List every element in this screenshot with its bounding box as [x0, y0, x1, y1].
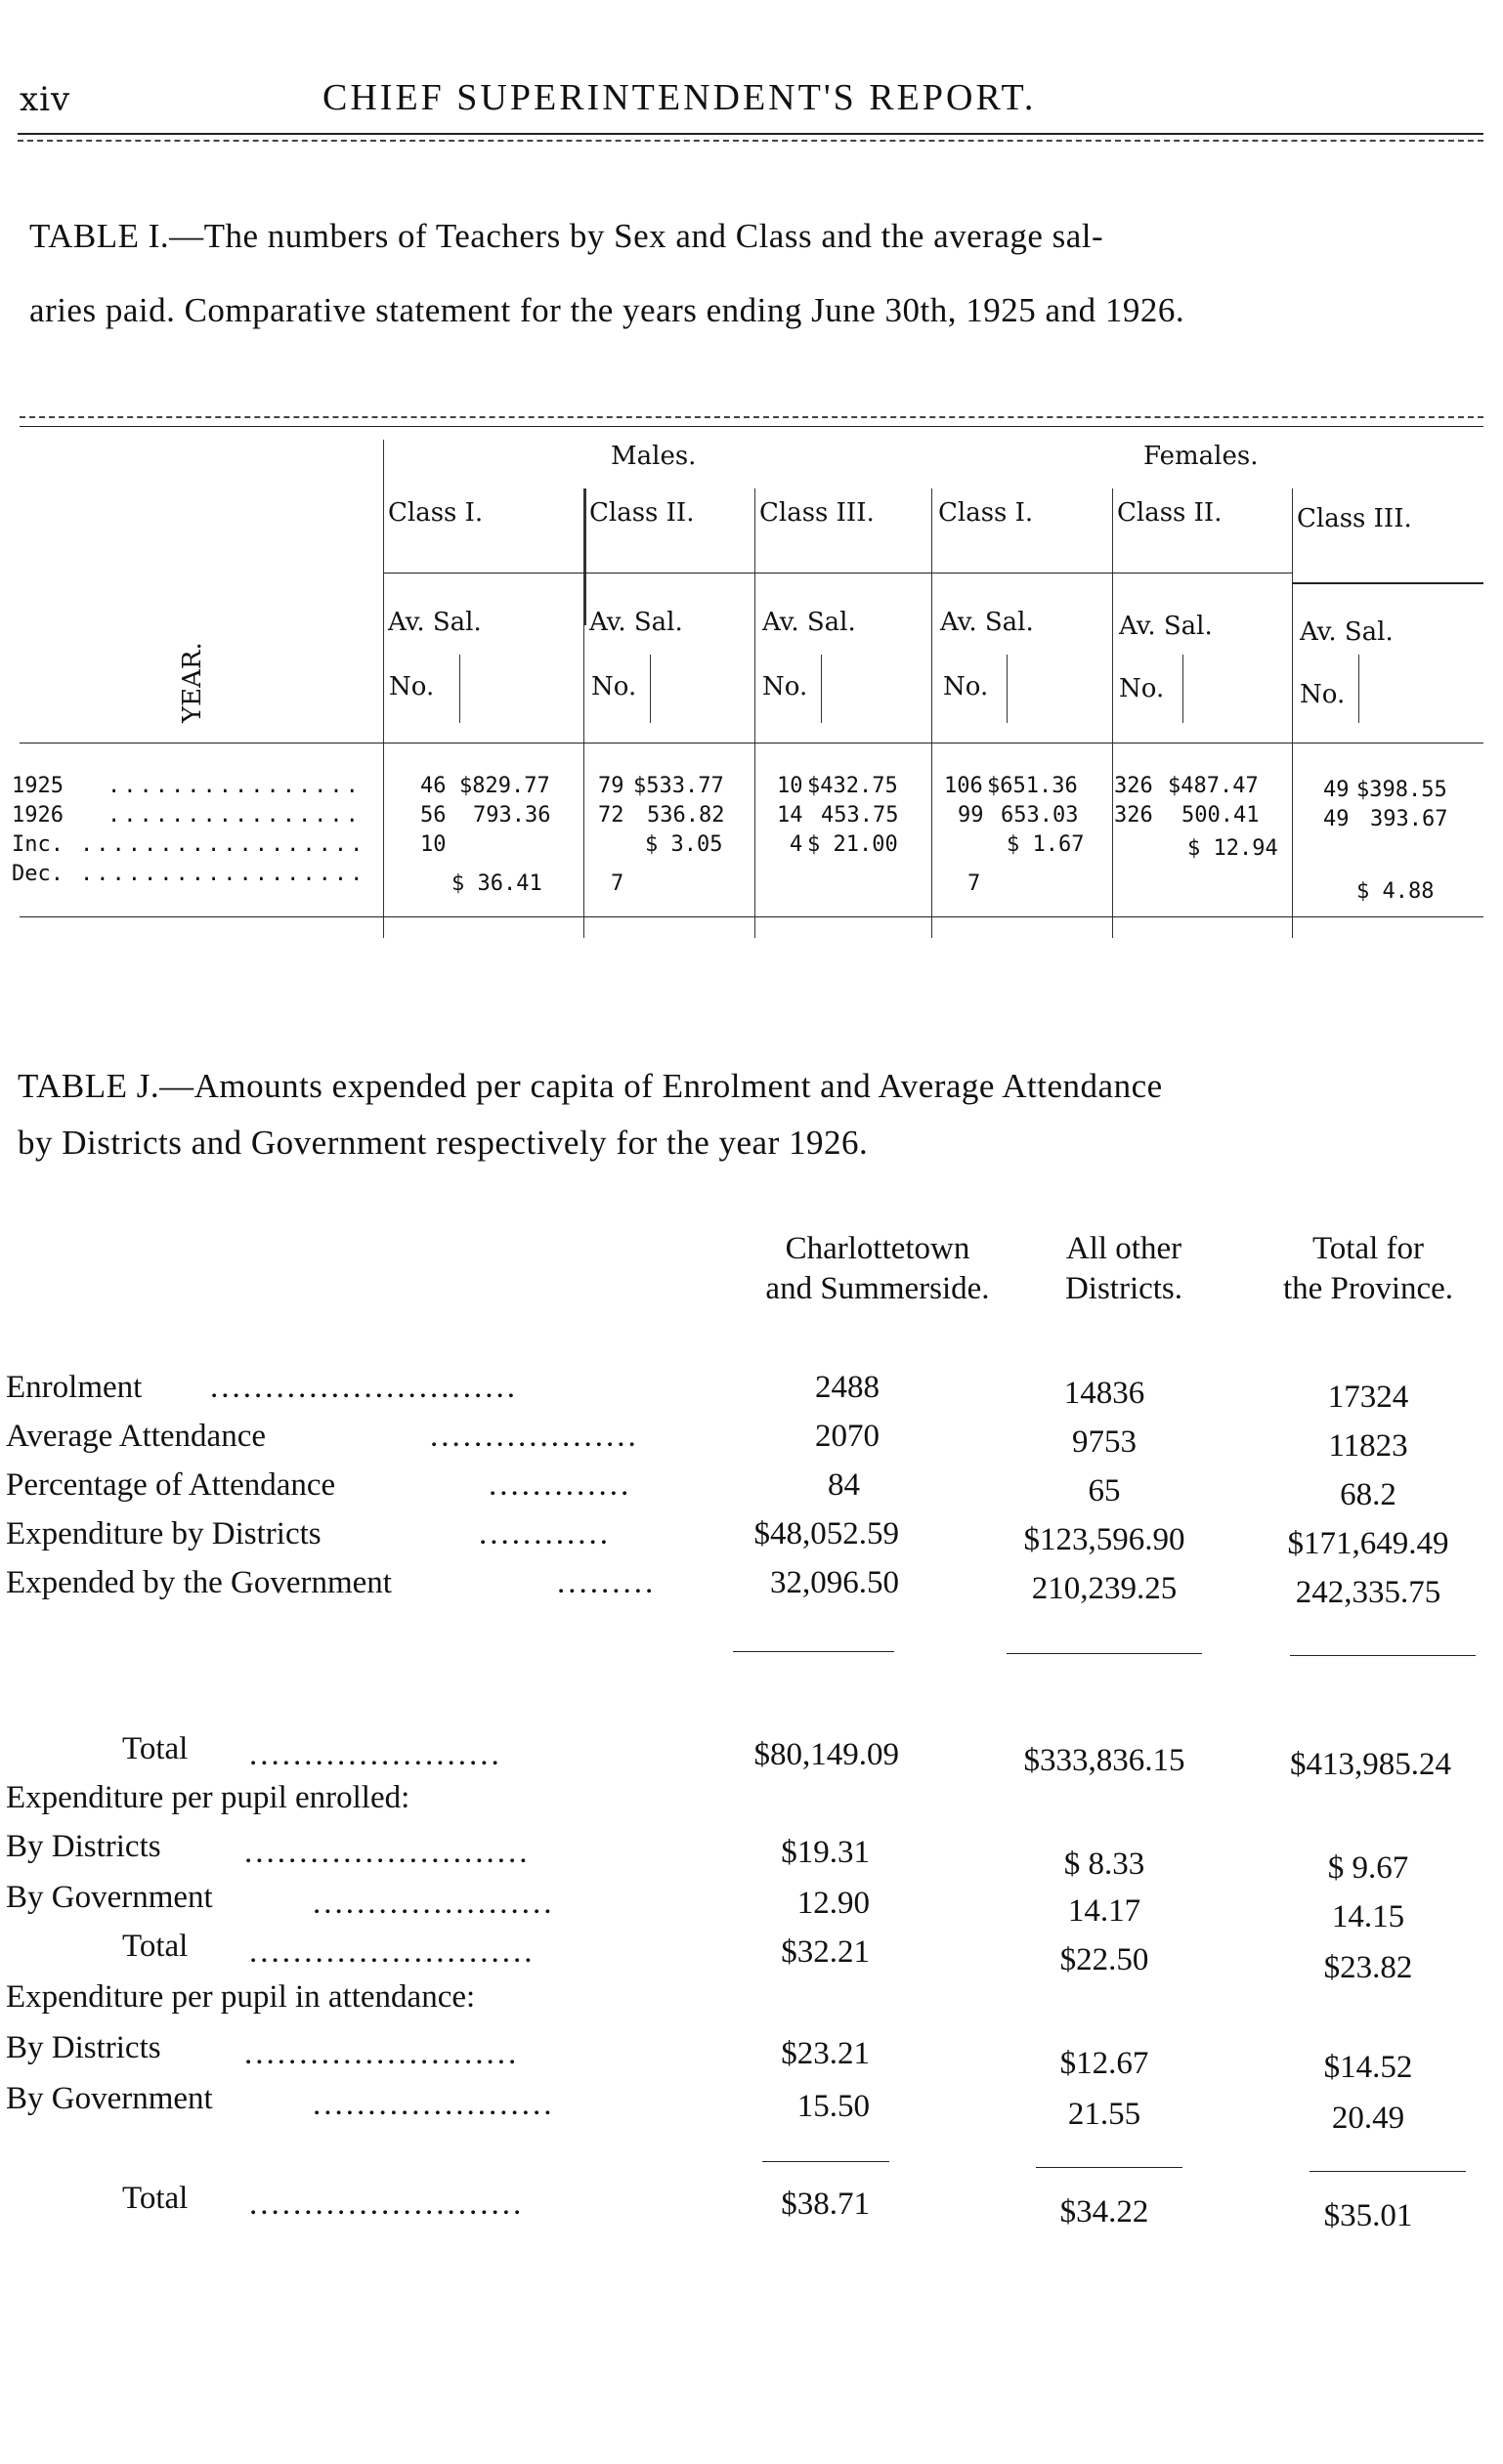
- row-dots: .........................: [249, 2187, 525, 2222]
- cell: 326: [1114, 803, 1153, 828]
- cell: $829.77: [459, 774, 550, 798]
- row-dots: .............: [489, 1467, 632, 1503]
- value: $38.71: [781, 2187, 870, 2222]
- row-dots: ..........................: [249, 1934, 536, 1970]
- cell: 500.41: [1181, 803, 1260, 828]
- value: 68.2: [1340, 1477, 1396, 1512]
- value: $ 8.33: [1063, 1847, 1145, 1882]
- cell: $ 12.94: [1187, 836, 1278, 861]
- row-label: Percentage of Attendance: [6, 1467, 336, 1503]
- sub-divider: [1358, 655, 1359, 723]
- cell: 393.67: [1370, 807, 1448, 831]
- value: $35.01: [1323, 2198, 1413, 2233]
- table-i-caption-line1: TABLE I.—The numbers of Teachers by Sex and Class and the average sal-: [29, 217, 1104, 255]
- col-divider-males-class2: [583, 489, 586, 625]
- col-header-line: the Province.: [1282, 1271, 1454, 1307]
- row-label: By Districts: [6, 2030, 161, 2065]
- no-heading: No.: [591, 672, 637, 701]
- table-i-bottom-rule: [20, 916, 1483, 917]
- col-divider: [1292, 489, 1293, 938]
- col-header-line: Charlottetown: [785, 1231, 970, 1266]
- section-heading-attendance: Expenditure per pupil in attendance:: [6, 1979, 476, 2015]
- group-males: Males.: [611, 442, 697, 471]
- row-dots: ......................: [313, 2087, 555, 2122]
- col-divider: [1112, 489, 1113, 938]
- value: 14836: [1063, 1376, 1145, 1411]
- row-label: Total: [122, 1929, 189, 1964]
- cell: $ 1.67: [1007, 832, 1085, 857]
- value: 14.17: [1067, 1893, 1141, 1929]
- header-rule: [18, 133, 1483, 135]
- col-header-all-other: [1036, 1229, 1212, 1310]
- row-label: Enrolment: [6, 1370, 143, 1405]
- cell: 72: [598, 803, 624, 828]
- row-dots: ..........................: [244, 1835, 531, 1870]
- value: 32,096.50: [770, 1565, 899, 1600]
- page-number: xiv: [20, 80, 71, 119]
- value: $ 9.67: [1327, 1850, 1409, 1886]
- value: $32.21: [781, 1934, 870, 1970]
- row-dots: ......................: [313, 1886, 555, 1921]
- cell: $398.55: [1356, 778, 1447, 802]
- cell: 326: [1114, 774, 1153, 798]
- class-heading: Class I.: [938, 498, 1034, 528]
- cell: 10: [420, 832, 447, 857]
- subtotal-rule: [733, 1651, 894, 1652]
- sub-divider: [459, 655, 460, 723]
- row-dots: ...................: [430, 1419, 639, 1454]
- class-heading: Class I.: [388, 498, 484, 528]
- value: 12.90: [796, 1886, 870, 1921]
- cell: 453.75: [821, 803, 899, 828]
- class-heading: Class II.: [1117, 498, 1223, 528]
- col-divider: [583, 625, 584, 938]
- cell: 14: [777, 803, 803, 828]
- row-label: By Districts: [6, 1829, 161, 1864]
- value: $333,836.15: [1023, 1743, 1185, 1778]
- table-i-top-rule: [20, 416, 1483, 418]
- col-header-line: All other: [1065, 1231, 1182, 1266]
- subtotal-rule: [1007, 1653, 1202, 1654]
- value: $34.22: [1059, 2194, 1149, 2230]
- col-divider: [754, 489, 755, 938]
- cell: 7: [611, 871, 624, 896]
- class-heading: Class II.: [589, 498, 695, 528]
- cell: $651.36: [987, 774, 1078, 798]
- value: $12.67: [1059, 2046, 1149, 2081]
- col-header-line: and Summerside.: [765, 1271, 990, 1307]
- value: 17324: [1327, 1380, 1409, 1415]
- subtotal-rule: [762, 2161, 889, 2162]
- table-j-caption-line2: by Districts and Government respectively for the year 1926.: [18, 1124, 869, 1162]
- running-title: CHIEF SUPERINTENDENT'S REPORT.: [322, 77, 1037, 118]
- sub-divider: [1182, 655, 1183, 723]
- group-females: Females.: [1143, 442, 1259, 471]
- row-label: Total: [122, 1731, 189, 1766]
- class-heading: Class III.: [1297, 504, 1412, 533]
- cell: $ 21.00: [807, 832, 898, 857]
- row-label: Expenditure by Districts: [6, 1516, 322, 1551]
- av-sal-heading: Av. Sal.: [1300, 617, 1394, 647]
- class-heading-rule-bold: [1292, 582, 1483, 584]
- row-label: By Government: [6, 2081, 213, 2116]
- class-heading-rule: [383, 573, 1292, 574]
- no-heading: No.: [943, 672, 989, 701]
- table-j-caption-line1: TABLE J.—Amounts expended per capita of Enrolment and Average Attendance: [18, 1067, 1163, 1105]
- no-heading: No.: [389, 672, 435, 701]
- cell: 79: [598, 774, 624, 798]
- value: 14.15: [1331, 1899, 1405, 1934]
- value: $80,149.09: [753, 1737, 899, 1772]
- row-label: By Government: [6, 1880, 213, 1915]
- row-label: Dec.: [12, 862, 64, 886]
- cell: 56: [420, 803, 447, 828]
- row-dots: ............................: [210, 1370, 518, 1405]
- no-heading: No.: [1300, 680, 1346, 709]
- subtotal-rule: [1036, 2167, 1182, 2168]
- sub-divider: [821, 655, 822, 723]
- col-header-line: Districts.: [1064, 1271, 1183, 1307]
- value: 2070: [815, 1419, 880, 1454]
- value: 21.55: [1067, 2097, 1141, 2132]
- row-label: Inc.: [12, 832, 64, 857]
- value: $413,985.24: [1290, 1747, 1451, 1782]
- sub-divider: [650, 655, 651, 723]
- cell: 536.82: [647, 803, 725, 828]
- cell: $533.77: [633, 774, 724, 798]
- year-label: YEAR.: [178, 642, 207, 723]
- cell: $432.75: [807, 774, 898, 798]
- cell: 653.03: [1001, 803, 1079, 828]
- row-dots: .......................: [249, 1737, 502, 1772]
- cell: 46: [420, 774, 447, 798]
- subtotal-rule: [1310, 2171, 1466, 2172]
- value: 20.49: [1331, 2101, 1405, 2136]
- cell: 4: [790, 832, 803, 857]
- no-heading: No.: [762, 672, 808, 701]
- class-heading: Class III.: [759, 498, 875, 528]
- cell: 10: [777, 774, 803, 798]
- av-sal-heading: Av. Sal.: [762, 608, 856, 637]
- table-i-top-rule-2: [20, 426, 1483, 427]
- cell: 49: [1323, 778, 1350, 802]
- row-dots: .........................: [244, 2036, 520, 2071]
- header-rule-dashed: [18, 140, 1483, 142]
- row-dots: ............: [479, 1516, 611, 1551]
- value: $123,596.90: [1023, 1522, 1185, 1557]
- value: $171,649.49: [1287, 1526, 1449, 1561]
- av-sal-heading: Av. Sal.: [1119, 612, 1213, 641]
- value: $22.50: [1059, 1942, 1149, 1977]
- col-header-province: [1241, 1229, 1495, 1310]
- cell: $ 3.05: [645, 832, 723, 857]
- no-heading: No.: [1119, 674, 1165, 703]
- value: $23.82: [1323, 1950, 1413, 1985]
- av-sal-heading: Av. Sal.: [589, 608, 683, 637]
- value: $14.52: [1323, 2050, 1413, 2085]
- value: 9753: [1072, 1424, 1137, 1460]
- cell: $487.47: [1168, 774, 1259, 798]
- av-sal-heading: Av. Sal.: [940, 608, 1034, 637]
- section-heading-enrolled: Expenditure per pupil enrolled:: [6, 1780, 410, 1815]
- col-divider: [931, 489, 932, 938]
- col-divider: [383, 440, 384, 938]
- cell: 7: [967, 871, 981, 896]
- col-header-line: Total for: [1311, 1231, 1425, 1266]
- row-label: 1925: [12, 774, 64, 798]
- value: 15.50: [796, 2089, 870, 2124]
- cell: 793.36: [473, 803, 551, 828]
- value: 65: [1088, 1473, 1121, 1508]
- cell: 106: [944, 774, 983, 798]
- row-dots: ..................: [80, 862, 366, 886]
- av-sal-heading: Av. Sal.: [388, 608, 482, 637]
- row-dots: ................: [107, 774, 362, 798]
- row-label: Expended by the Government: [6, 1565, 392, 1600]
- value: 210,239.25: [1031, 1571, 1178, 1606]
- row-label: Total: [122, 2181, 189, 2216]
- value: $23.21: [781, 2036, 870, 2071]
- cell: 99: [958, 803, 984, 828]
- row-dots: ..................: [80, 832, 366, 857]
- value: 11823: [1328, 1428, 1408, 1464]
- value: $19.31: [781, 1835, 870, 1870]
- row-dots: .........: [557, 1565, 657, 1600]
- col-header-charlottetown: [731, 1229, 1024, 1310]
- sub-divider: [1007, 655, 1008, 723]
- row-dots: ................: [107, 803, 362, 828]
- value: $48,052.59: [753, 1516, 899, 1551]
- value: 2488: [815, 1370, 880, 1405]
- value: 84: [828, 1467, 860, 1503]
- cell: $ 36.41: [451, 871, 542, 896]
- subtotal-rule: [1290, 1655, 1476, 1656]
- cell: 49: [1323, 807, 1350, 831]
- row-label: 1926: [12, 803, 64, 828]
- value: 242,335.75: [1295, 1575, 1441, 1610]
- cell: $ 4.88: [1356, 879, 1435, 904]
- row-label: Average Attendance: [6, 1419, 266, 1454]
- table-i-caption-line2: aries paid. Comparative statement for the years ending June 30th, 1925 and 1926.: [29, 291, 1185, 329]
